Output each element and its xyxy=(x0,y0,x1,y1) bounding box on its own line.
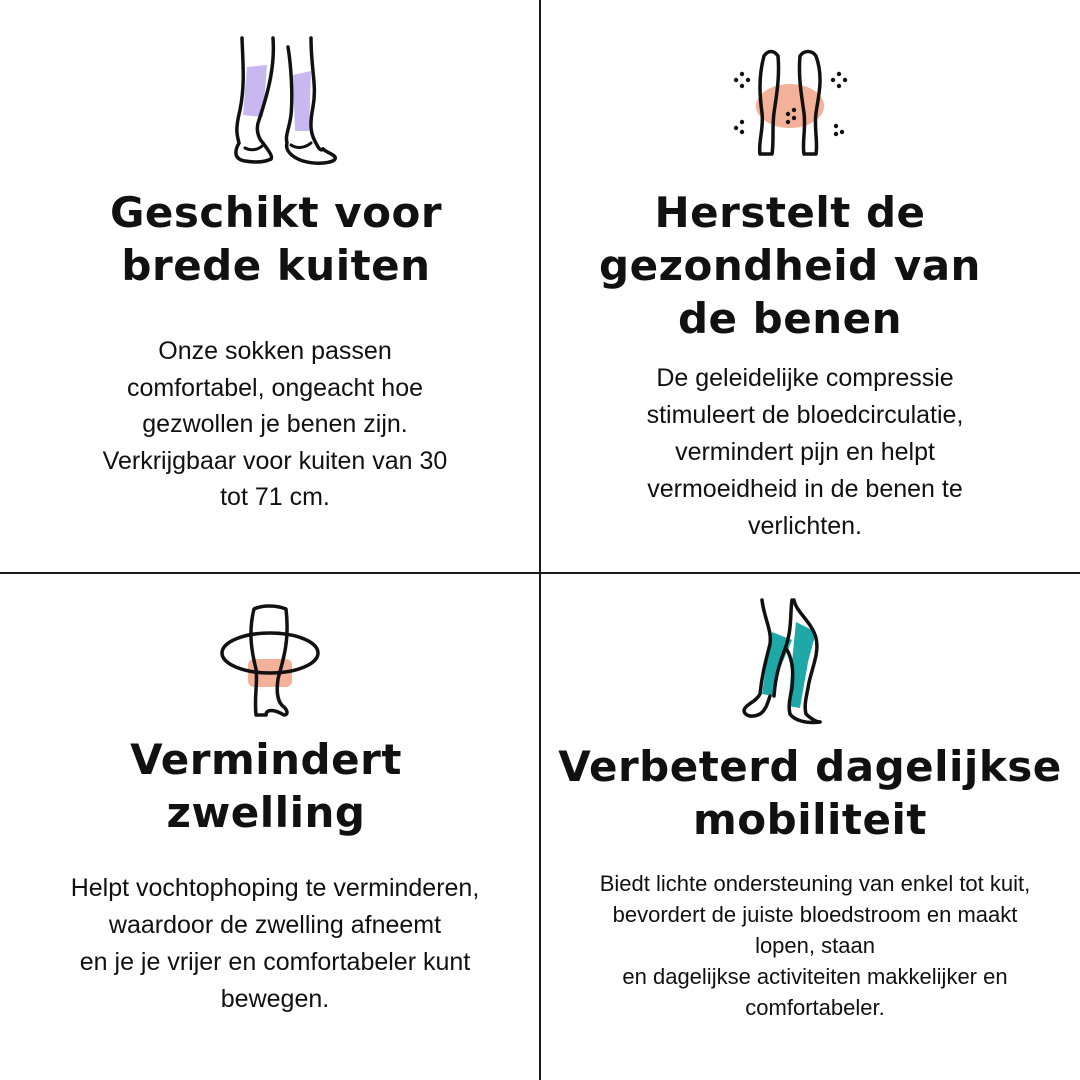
title-line: brede kuiten xyxy=(121,241,431,290)
leg-circulation-icon xyxy=(728,48,853,160)
desc-line: De geleidelijke compressie xyxy=(656,364,954,392)
feature-title xyxy=(560,186,1020,345)
desc-line: bevordert de juiste bloedstroom en maakt xyxy=(612,902,1018,927)
feature-title xyxy=(545,740,1075,846)
title-line: mobiliteit xyxy=(693,795,927,844)
desc-line: Verkrijgbaar voor kuiten van 30 xyxy=(102,446,448,475)
title-line: Vermindert xyxy=(130,735,402,784)
feature-title xyxy=(60,186,492,292)
desc-line: tot 71 cm. xyxy=(220,483,330,511)
desc-line: waardoor de zwelling afneemt xyxy=(108,911,442,939)
desc-line: en dagelijkse activiteiten makkelijker en xyxy=(622,964,1008,989)
desc-line: Onze sokken passen xyxy=(158,337,392,365)
desc-line: stimuleert de bloedcirculatie, xyxy=(646,401,964,429)
feature-description xyxy=(40,333,510,516)
title-line: zwelling xyxy=(166,788,366,837)
feature-description xyxy=(555,868,1075,1023)
desc-line: comfortabel, ongeacht hoe xyxy=(126,373,424,402)
title-line: Herstelt de xyxy=(654,188,926,237)
feature-description xyxy=(570,360,1040,545)
desc-line: Biedt lichte ondersteuning van enkel tot kuit, xyxy=(599,871,1031,896)
leg-swelling-ring-icon xyxy=(218,603,322,723)
desc-line: lopen, staan xyxy=(755,933,875,958)
calf-sleeves-icon xyxy=(225,35,345,170)
horizontal-divider xyxy=(0,572,1080,574)
desc-line: en je je vrijer en comfortabeler kunt xyxy=(79,948,471,976)
desc-line: verlichten. xyxy=(748,512,862,540)
title-line: de benen xyxy=(677,294,902,343)
walking-legs-icon xyxy=(740,598,835,726)
desc-line: vermindert pijn en helpt xyxy=(675,438,935,466)
desc-line: comfortabeler. xyxy=(745,995,885,1020)
desc-line: gezwollen je benen zijn. xyxy=(142,410,408,438)
title-line: gezondheid van xyxy=(599,241,981,290)
desc-line: Helpt vochtophoping te verminderen, xyxy=(70,874,480,902)
feature-title xyxy=(60,733,472,839)
title-line: Verbeterd dagelijkse xyxy=(558,742,1062,791)
title-line: Geschikt voor xyxy=(109,188,443,237)
desc-line: vermoeidheid in de benen te xyxy=(647,475,963,503)
feature-description xyxy=(10,870,540,1018)
desc-line: bewegen. xyxy=(220,985,330,1013)
